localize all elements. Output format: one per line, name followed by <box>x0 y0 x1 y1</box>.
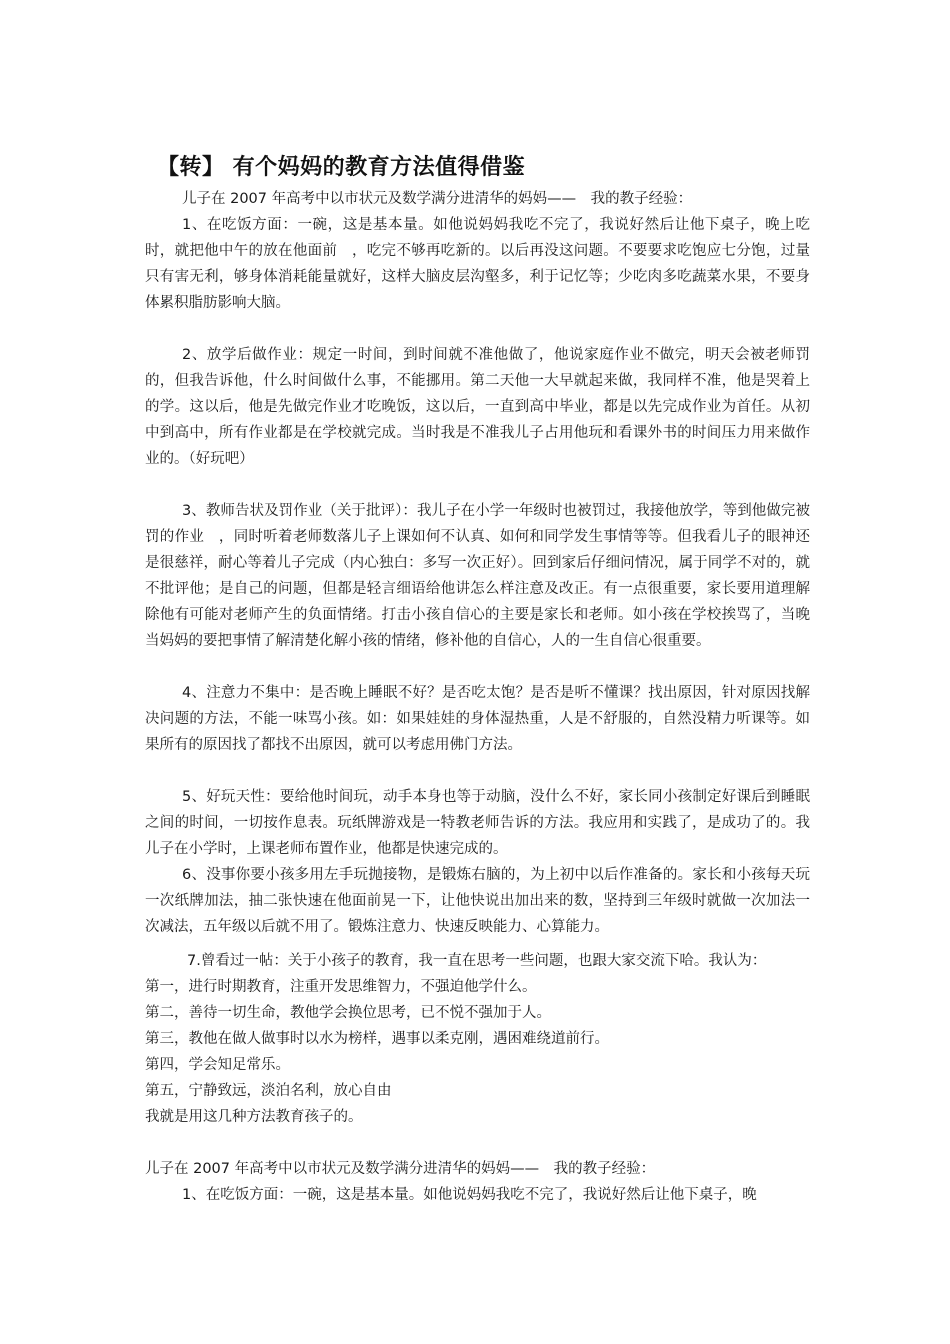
repeat-intro-line: 儿子在 2007 年高考中以市状元及数学满分进清华的妈妈—— 我的教子经验： <box>145 1161 656 1177</box>
paragraph-gap <box>145 654 810 680</box>
list-item: 第二，善待一切生命，教他学会换位思考，已不悦不强加于人。 <box>145 1005 551 1021</box>
paragraph-gap <box>145 472 810 498</box>
paragraph-point-2: 2、放学后做作业：规定一时间，到时间就不准他做了，他说家庭作业不做完，明天会被老师罚的，但我告诉他，什么时间做什么事，不能挪用。第二天他一大早就起来做，我同样不准，他是哭着上的学。这以后，他是先做完作业才吃晚饭，这以后，一直到高中毕业，都是以先完成作业为首任。从初中到高中，所有作业都是在学校就完成。当时我是不准我儿子占用他玩和看课外书的时间压力用来做作业的。（好玩吧） <box>145 347 810 467</box>
list-item: 第一，进行时期教育，注重开发思维智力，不强迫他学什么。 <box>145 979 537 995</box>
paragraph-gap <box>145 940 810 948</box>
paragraph-point-3: 3、教师告状及罚作业（关于批评）：我儿子在小学一年级时也被罚过，我接他放学，等到他做完被罚的作业 ，同时听着老师数落儿子上课如何不认真、如何和同学发生事情等等。但我看儿子的眼神还是很慈祥，耐心等着儿子完成（内心独白：多写一次正好）。回到家后仔细问情况，属于同学不对的，就不批评他；是自己的问题，但都是轻言细语给他讲怎么样注意及改正。有一点很重要，家长要用道理解除他有可能对老师产生的负面情绪。打击小孩自信心的主要是家长和老师。如小孩在学校挨骂了，当晚当妈妈的要把事情了解清楚化解小孩的情绪，修补他的自信心，人的一生自信心很重要。 <box>145 503 810 649</box>
intro-line: 儿子在 2007 年高考中以市状元及数学满分进清华的妈妈—— 我的教子经验： <box>182 191 693 207</box>
document-title: 【转】 有个妈妈的教育方法值得借鉴 <box>157 155 526 180</box>
paragraph-gap <box>145 1130 810 1156</box>
paragraph-point-7: 7.曾看过一帖：关于小孩子的教育，我一直在思考一些问题，也跟大家交流下哈。我认为： <box>187 953 767 969</box>
list-item: 第三，教他在做人做事时以水为榜样，遇事以柔克刚，遇困难绕道前行。 <box>145 1031 609 1047</box>
paragraph-point-4: 4、注意力不集中：是否晚上睡眠不好？是否吃太饱？是否是听不懂课？找出原因，针对原因找解决问题的方法，不能一味骂小孩。如：如果娃娃的身体湿热重，人是不舒服的，自然没精力听课等。如果所有的原因找了都找不出原因，就可以考虑用佛门方法。 <box>145 685 810 753</box>
paragraph-point-5: 5、好玩天性：要给他时间玩，动手本身也等于动脑，没什么不好，家长同小孩制定好课后到睡眠之间的时间，一切按作息表。玩纸牌游戏是一特教老师告诉的方法。我应用和实践了，是成功了的。我儿子在小学时，上课老师布置作业，他都是快速完成的。 <box>145 789 810 857</box>
repeat-paragraph-point-1: 1、在吃饭方面：一碗，这是基本量。如他说妈妈我吃不完了，我说好然后让他下桌子，晚 <box>182 1187 757 1203</box>
paragraph-point-1: 1、在吃饭方面：一碗，这是基本量。如他说妈妈我吃不完了，我说好然后让他下桌子，晚上吃时，就把他中午的放在他面前 ，吃完不够再吃新的。以后再没这问题。不要要求吃饱应七分饱，过量只有害无利，够身体消耗能量就好，这样大脑皮层沟壑多，利于记忆等；少吃肉多吃蔬菜水果，不要身体累积脂肪影响大脑。 <box>145 217 810 311</box>
list-item: 第五，宁静致远，淡泊名利，放心自由 <box>145 1083 392 1099</box>
closing-line: 我就是用这几种方法教育孩子的。 <box>145 1109 363 1125</box>
paragraph-point-6: 6、没事你要小孩多用左手玩抛接物，是锻炼右脑的，为上初中以后作准备的。家长和小孩每天玩一次纸牌加法，抽二张快速在他面前晃一下，让他快说出加出来的数，坚持到三年级时就做一次加法一次减法，五年级以后就不用了。锻炼注意力、快速反映能力、心算能力。 <box>145 867 810 935</box>
paragraph-gap <box>145 316 810 342</box>
paragraph-gap <box>145 758 810 784</box>
document-page <box>145 150 810 1208</box>
list-item: 第四，学会知足常乐。 <box>145 1057 290 1073</box>
